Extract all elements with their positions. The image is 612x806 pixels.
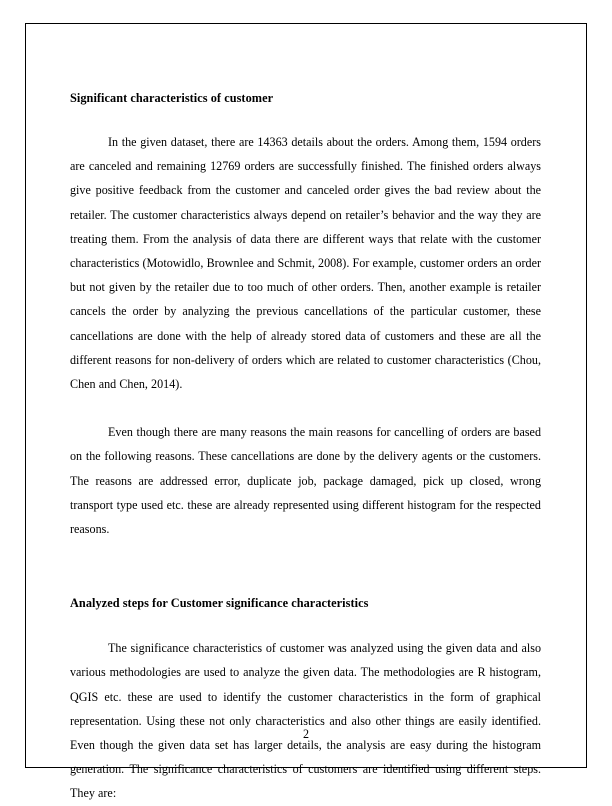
document-content (70, 23, 541, 801)
section-gap (70, 541, 541, 591)
paragraph-gap (70, 396, 541, 420)
heading-gap (70, 110, 541, 130)
section-heading-significant-characteristics: Significant characteristics of customer (70, 91, 274, 105)
paragraph-dataset-overview: In the given dataset, there are 14363 details about the orders. Among them, 1594 orders are canceled and remaining 12769 orders are successfully finished. The finished orders always give positive feedback from the customer and canceled order gives the bad review about the retailer. The customer characteristics always depend on retailer’s behavior and the way they are treating them. From the analysis of data there are different ways that relate with the customer characteristics (Motowidlo, Brownlee and Schmit, 2008). For example, customer orders an order but not given by the retailer due to too much of other orders. Then, another example is retailer cancels the order by analyzing the previous cancellations of the particular customer, these cancellations are done with the help of already stored data of customers and these are all the different reasons for non-delivery of orders which are related to customer characteristics (Chou, Chen and Chen, 2014). (70, 135, 541, 392)
section-heading-analyzed-steps: Analyzed steps for Customer significance characteristics (70, 596, 369, 611)
top-spacer (70, 23, 541, 86)
heading-gap-2 (70, 615, 541, 636)
page-number: 2 (302, 727, 310, 741)
paragraph-methodologies: The significance characteristics of customer was analyzed using the given data and also various methodologies are used to analyze the given data. The methodologies are R histogram, QGIS etc. these are used to identify the customer characteristics in the form of graphical representation. Using these not only characteristics and also other things are easily identified. Even though the given data set has larger details, the analysis are easy during the histogram generation. The significance characteristics of customers are identified using different steps. They are: (70, 641, 541, 801)
paragraph-cancellation-reasons: Even though there are many reasons the main reasons for cancelling of orders are based on the following reasons. These cancellations are done by the delivery agents or the customers. The reasons are addressed error, duplicate job, package damaged, pick up closed, wrong transport type used etc. these are already represented using different histogram for the respected reasons. (70, 425, 541, 537)
